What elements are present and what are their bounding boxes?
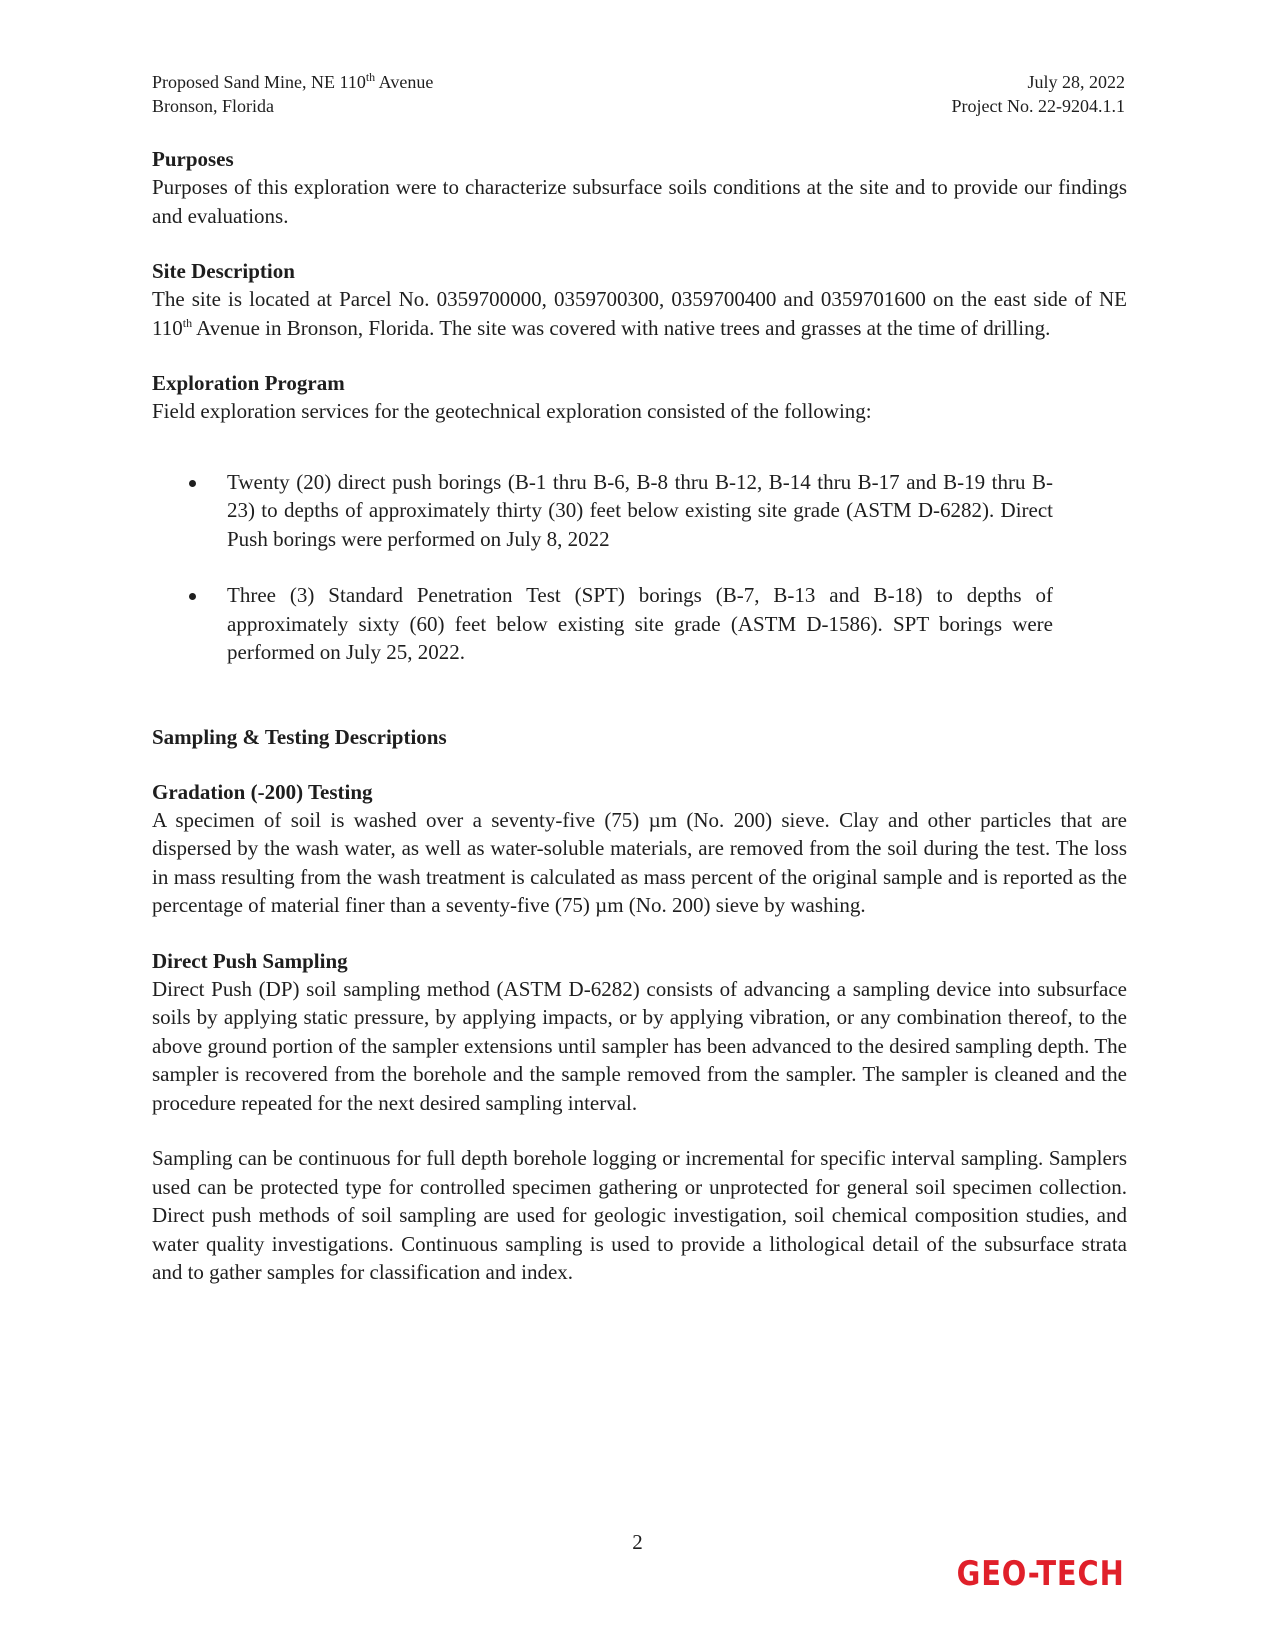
header-line1-sup: th: [365, 70, 376, 84]
site-description-text-end: Avenue in Bronson, Florida. The site was covered with native trees and grasses at the time of drilling.: [192, 315, 1051, 340]
header-line1-suffix: Avenue: [375, 72, 434, 92]
list-item-text: Three (3) Standard Penetration Test (SPT) borings (B-7, B-13 and B-18) to depths of approximately sixty (60) feet below existing site grade (ASTM D-1586). SPT borings were performed on July 25, 2022.: [227, 583, 1053, 664]
page-number: 2: [632, 1530, 643, 1554]
list-item: [152, 581, 1053, 667]
gradation-heading: Gradation (-200) Testing: [152, 779, 373, 804]
exploration-program-heading: Exploration Program: [152, 371, 345, 395]
site-description-section: [152, 257, 1127, 342]
header-line1-text: Proposed Sand Mine, NE 110: [152, 72, 366, 92]
purposes-section: [152, 145, 1127, 230]
sampling-testing-heading: Sampling & Testing Descriptions: [152, 724, 447, 749]
exploration-program-text: Field exploration services for the geotechnical exploration consisted of the following:: [152, 399, 872, 423]
header-project-info: [152, 70, 433, 118]
document-body: [152, 145, 1127, 1314]
direct-push-heading: Direct Push Sampling: [152, 948, 348, 973]
direct-push-continued-section: [152, 1144, 1127, 1287]
exploration-program-section: [152, 369, 1127, 667]
header-project-line2: Bronson, Florida: [152, 96, 275, 116]
site-description-text-start: The site is located at Parcel No. 0359700000, 0359700300, 0359700400 and 0359701600 on the east side of NE 110: [152, 287, 1127, 340]
header-date: July 28, 2022: [1027, 72, 1125, 92]
direct-push-text-1: Direct Push (DP) soil sampling method (ASTM D-6282) consists of advancing a sampling device into subsurface soils by applying static pressure, by applying impacts, or by applying vibration, or any combination thereof, to the above ground portion of the sampler extensions until sampler has been advanced to the desired sampling depth. The sampler is recovered from the borehole and the sample removed from the sampler. The sampler is cleaned and the procedure repeated for the next desired sampling interval.: [152, 976, 1127, 1115]
site-description-heading: Site Description: [152, 259, 295, 283]
site-description-sup: th: [182, 315, 193, 330]
gradation-text: A specimen of soil is washed over a seventy-five (75) µm (No. 200) sieve. Clay and other particles that are dispersed by the wash water, as well as water-soluble materials, are removed from the soil during the test. The loss in mass resulting from the wash treatment is calculated as mass percent of the original sample and is reported as the percentage of material finer than a seventy-five (75) µm (No. 200) sieve by washing.: [152, 807, 1127, 917]
header-project-line1: [152, 70, 433, 94]
list-item: [152, 468, 1053, 554]
purposes-text: Purposes of this exploration were to characterize subsurface soils conditions at the site and to provide our findings and evaluations.: [152, 175, 1127, 228]
gradation-section: [152, 778, 1127, 920]
bullet-icon: [189, 593, 196, 600]
site-description-text: [152, 285, 1127, 342]
exploration-bullet-list: [152, 468, 1127, 667]
direct-push-text-2: Sampling can be continuous for full depth borehole logging or incremental for specific interval sampling. Samplers used can be protected type for controlled specimen gathering or unprotected for general soil specimen collection. Direct push methods of soil sampling are used for geologic investigation, soil chemical composition studies, and water quality investigations. Continuous sampling is used to provide a lithological detail of the subsurface strata and to gather samples for classification and index.: [152, 1146, 1127, 1284]
bullet-icon: [189, 480, 196, 487]
geo-tech-logo: GEO-TECH: [957, 1554, 1125, 1594]
list-item-text: Twenty (20) direct push borings (B-1 thru B-6, B-8 thru B-12, B-14 thru B-17 and B-19 thru B-23) to depths of approximately thirty (30) feet below existing site grade (ASTM D-6282). Direct Push borings were performed on July 8, 2022: [227, 469, 1053, 551]
header-date-info: [952, 70, 1125, 118]
header-project-number: Project No. 22-9204.1.1: [951, 96, 1125, 116]
purposes-heading: Purposes: [152, 147, 234, 171]
direct-push-section: [152, 947, 1127, 1118]
